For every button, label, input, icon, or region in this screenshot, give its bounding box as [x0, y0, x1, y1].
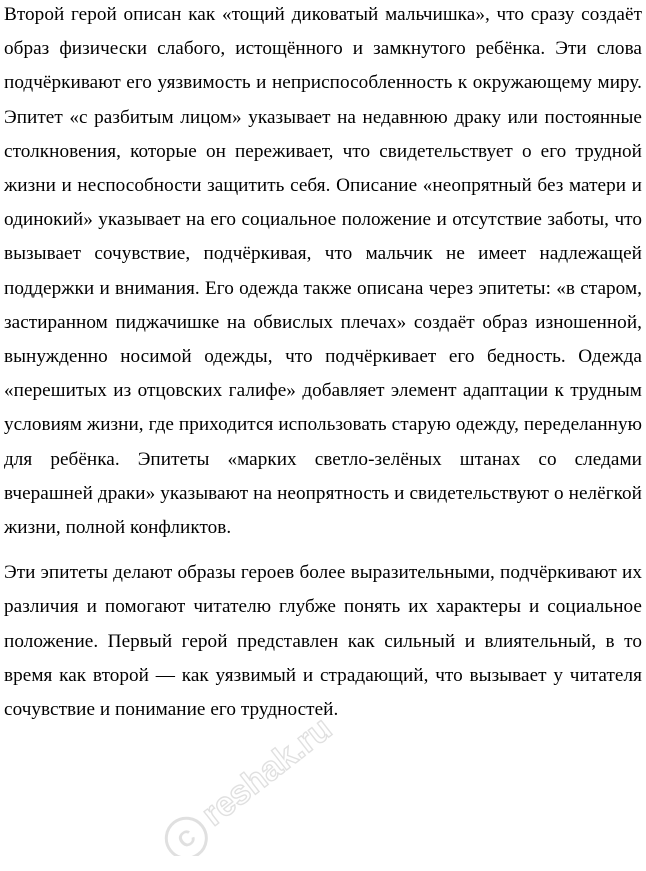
- paragraph-2: Эти эпитеты делают образы героев более выразительными, подчёркивают их различия и помогают читателю глубже понять их характеры и социальное положение. Первый герой представлен как сильный и влиятельный, в то время как второй — как уязвимый и страдающий, что вызывает у читателя сочувствие и понимание его трудностей.: [4, 562, 642, 721]
- svg-text:C: C: [172, 823, 201, 854]
- svg-text:reshak.ru: reshak.ru: [194, 709, 339, 834]
- document-page: [4, 0, 642, 727]
- paragraph-1: Второй герой описан как «тощий диковатый мальчишка», что сразу создаёт образ физически слабого, истощённого и замкнутого ребёнка. Эти слова подчёркивают его уязвимость и неприспособленность к окружающему миру. Эпитет «с разбитым лицом» указывает на недавнюю драку или постоянные столкновения, которые он переживает, что свидетельствует о его трудной жизни и неспособности защитить себя. Описание «неопрятный без матери и одинокий» указывает на его социальное положение и отсутствие заботы, что вызывает сочувствие, подчёркивая, что мальчик не имеет надлежащей поддержки и внимания. Его одежда также описана через эпитеты: «в старом, застиранном пиджачишке на обвислых плечах» создаёт образ изношенной, вынужденно носимой одежды, что подчёркивает его бедность. Одежда «перешитых из отцовских галифе» добавляет элемент адаптации к трудным условиям жизни, где приходится использовать старую одежду, переделанную для ребёнка. Эпитеты «марких светло-зелёных штанах со следами вчерашней драки» указывают на неопрятность и свидетельствуют о нелёгкой жизни, полной конфликтов.: [4, 4, 642, 539]
